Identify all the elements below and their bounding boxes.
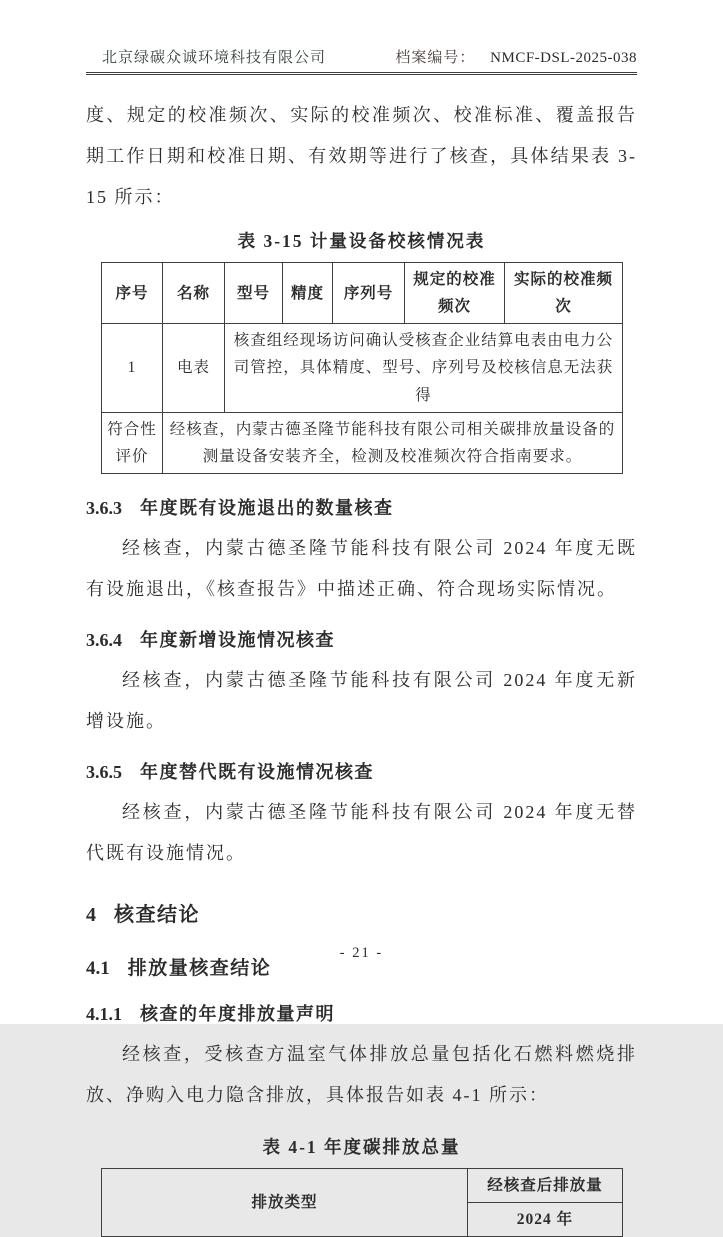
section-number: 3.6.3 — [86, 497, 122, 518]
paragraph-4-1-1: 经核查，受核查方温室气体排放总量包括化石燃料燃烧排放、净购入电力隐含排放，具体报告如表 4-1 所示： — [86, 1043, 637, 1105]
table-3-15-header-row — [102, 263, 623, 324]
col-header-model: 型号 — [225, 263, 283, 324]
cell-conformity-label: 符合性评价 — [102, 412, 163, 473]
section-heading-3-6-3 — [86, 494, 637, 520]
cell-emission-type-header: 排放类型 — [102, 1168, 468, 1236]
cell-device-seq: 1 — [102, 324, 163, 412]
section-number: 4.1 — [86, 957, 110, 979]
paragraph-calibration-continuation: 度、规定的校准频次、实际的校准频次、校准标准、覆盖报告期工作日期和校准日期、有效期等进行了核查，具体结果表 3-15 所示： — [86, 105, 637, 207]
cell-conformity-remark: 经核查，内蒙古德圣隆节能科技有限公司相关碳排放量设备的测量设备安装齐全，检测及校准频次符合指南要求。 — [163, 412, 623, 473]
col-header-precision: 精度 — [283, 263, 333, 324]
section-number: 4 — [86, 903, 96, 926]
section-number: 4.1.1 — [86, 1003, 122, 1024]
section-heading-4 — [86, 898, 637, 927]
table-4-1-caption: 表 4-1 年度碳排放总量 — [262, 1136, 461, 1157]
section-heading-3-6-4 — [86, 626, 637, 652]
col-header-required-freq: 规定的校准频次 — [405, 263, 505, 324]
section-number: 3.6.5 — [86, 761, 122, 782]
header-company-name: 北京绿碳众诚环境科技有限公司 — [102, 50, 327, 66]
col-header-serial: 序列号 — [333, 263, 405, 324]
section-heading-3-6-5 — [86, 758, 637, 784]
archive-number-value: NMCF-DSL-2025-038 — [490, 50, 637, 66]
table-3-15-caption: 表 3-15 计量设备校核情况表 — [237, 231, 486, 251]
archive-number-label: 档案编号： — [395, 50, 476, 66]
table-row-conformity — [102, 412, 623, 473]
section-title: 排放量核查结论 — [127, 957, 272, 979]
section-title: 年度既有设施退出的数量核查 — [140, 497, 394, 518]
page-header — [86, 0, 637, 75]
section-title: 核查结论 — [114, 903, 200, 926]
paragraph-3-6-4: 经核查，内蒙古德圣隆节能科技有限公司 2024 年度无新增设施。 — [86, 669, 637, 731]
paragraph-3-6-3: 经核查，内蒙古德圣隆节能科技有限公司 2024 年度无既有设施退出，《核查报告》中描述正确、符合现场实际情况。 — [86, 537, 637, 599]
table-row-device — [102, 324, 623, 412]
table-3-15 — [101, 262, 623, 474]
table-4-1-row-top — [102, 1168, 623, 1202]
section-title: 年度替代既有设施情况核查 — [140, 761, 374, 782]
table-4-1 — [101, 1168, 623, 1237]
header-archive — [395, 46, 637, 67]
cell-verified-emission-header: 经核查后排放量 — [468, 1168, 623, 1202]
paragraph-3-6-5: 经核查，内蒙古德圣隆节能科技有限公司 2024 年度无替代既有设施情况。 — [86, 801, 637, 863]
col-header-actual-freq: 实际的校准频次 — [505, 263, 623, 324]
cell-year-header: 2024 年 — [468, 1203, 623, 1237]
col-header-seq: 序号 — [102, 263, 163, 324]
cell-device-remark: 核查组经现场访问确认受核查企业结算电表由电力公司管控，具体精度、型号、序列号及校核信息无法获得 — [225, 324, 623, 412]
section-title: 核查的年度排放量声明 — [140, 1003, 335, 1024]
section-number: 3.6.4 — [86, 629, 122, 650]
section-heading-4-1-1 — [86, 1000, 637, 1026]
col-header-name: 名称 — [163, 263, 225, 324]
page-number: - 21 - — [339, 945, 384, 961]
cell-device-name: 电表 — [163, 324, 225, 412]
section-title: 年度新增设施情况核查 — [140, 629, 335, 650]
